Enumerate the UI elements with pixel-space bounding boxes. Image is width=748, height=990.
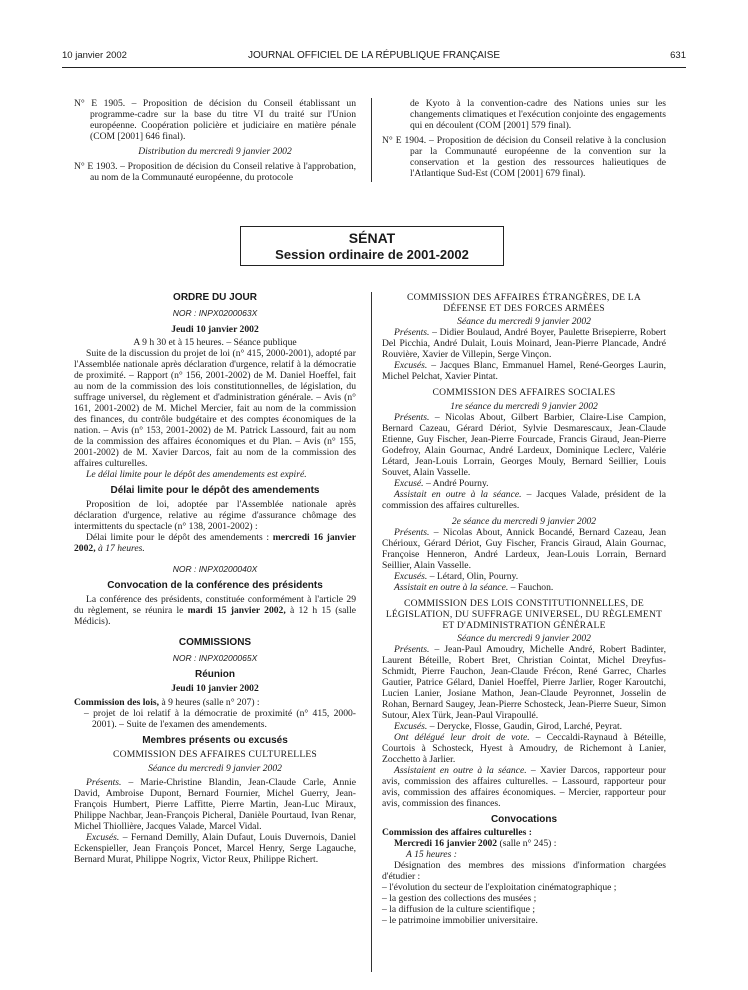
clc-heading: COMMISSION DES LOIS CONSTITUTIONNELLES, DE LÉGISLATION, DU SUFFRAGE UNIVERSEL, DU RÈGLEMENT ET D'ADMINISTRATION GÉNÉRALE <box>385 598 663 631</box>
list-item: – la diffusion de la culture scientifique ; <box>382 904 536 915</box>
item-e1905: N° E 1905. – Proposition de décision du Conseil établissant un programme-cadre sur la base du titre VI du traité sur l'Union européenne. Coopération policière et judiciaire en matière pénale (COM [2001] 646 final). <box>74 98 356 142</box>
cas-s1-presents: Présents. – Nicolas About, Gilbert Barbier, Claire-Lise Campion, Bernard Cazeau, Gérard Dériot, Sylvie Desmarescaux, Jean-Claude Etienne, Guy Fischer, Jean-Pierre Fourcade, Francis Giraud, Jean-Pierre Godefroy, Alain Gournac, André Lardeux, Dominique Leclerc, Valérie Létard, Jean-Louis Lorrain, Georges Mouly, Bernard Seillier, Louis Souvet, Alain Vasselle. <box>382 412 666 478</box>
cas-seance-1: 1re séance du mercredi 9 janvier 2002 <box>450 401 598 412</box>
cas-s2-presents: Présents. – Nicolas About, Annick Bocandé, Bernard Cazeau, Jean Chérioux, Gérard Dériot, Guy Fischer, Francis Giraud, Alain Gournac, Françoise Henneron, André Lardeux, Jean-Louis Lorrain, Bernard Seillier, Alain Vasselle. <box>382 527 666 571</box>
cac-presents: Présents. – Marie-Christine Blandin, Jean-Claude Carle, Annie David, Ambroise Dupont, Bernard Fournier, Michel Guerry, Jean-François Humbert, Pierre Laffitte, Pierre Martin, Jean-Luc Miraux, Philippe Nachbar, Jean-François Picheral, Danièle Pourtaud, Ivan Renar, Michel Thiollière, Jacques Valade, Marcel Vidal. <box>74 777 356 832</box>
cac-excuses: Excusés. – Fernand Demilly, Alain Dufaut, Louis Duvernois, Daniel Eckenspieller, Jean François Poncet, Marcel Henry, Serge Lagauche, Bernard Murat, Philippe Nogrix, Victor Reux, Philippe Richert. <box>74 832 356 865</box>
running-header <box>62 50 686 64</box>
clc-seance: Séance du mercredi 9 janvier 2002 <box>457 633 591 644</box>
membres-heading: Membres présents ou excusés <box>142 735 288 746</box>
cas-s1-excuse: Excusé. – André Pourny. <box>394 478 489 489</box>
cac-seance: Séance du mercredi 9 janvier 2002 <box>148 763 282 774</box>
page-number: 631 <box>670 50 686 61</box>
suite-discussion-text: Suite de la discussion du projet de loi (n° 415, 2000-2001), adopté par l'Assemblée nationale après déclaration d'urgence, relatif à la démocratie de proximité. – Rapport (n° 156, 2001-2002) de M. Daniel Hoeffel, fait au nom de la commission des lois constitutionnelles, de législation, du suffrage universel, du règlement et d'administration générale. – Avis (n° 161, 2001-2002) de M. Michel Mercier, fait au nom de la commission des finances, du contrôle budgétaire et des comptes économiques de la nation. – Avis (n° 153, 2001-2002) de M. Patrick Lassourd, fait au nom de la commission des affaires économiques et du Plan. – Avis (n° 155, 2001-2002) de M. Xavier Darcos, fait au nom de la commission des affaires culturelles. <box>74 348 356 469</box>
left-column <box>74 292 356 865</box>
nor-reference-2: NOR : INPX0200040X <box>172 564 258 574</box>
delai-limite-heading: Délai limite pour le dépôt des amendements <box>110 485 320 496</box>
commission-lois-line: Commission des lois, à 9 heures (salle n° 207) : <box>74 697 260 708</box>
nor-reference-1: NOR : INPX0200063X <box>172 308 258 318</box>
clc-excuses: Excusés. – Derycke, Flosse, Gaudin, Girod, Larché, Peyrat. <box>394 721 623 732</box>
item-e1903: N° E 1903. – Proposition de décision du Conseil relative à l'approbation, au nom de la Communauté européenne, du protocole <box>74 161 356 183</box>
cae-excuses: Excusés. – Jacques Blanc, Emmanuel Hamel, René-Georges Laurin, Michel Pelchat, Xavier Pintat. <box>382 360 666 382</box>
cac-convocation: Commission des affaires culturelles : <box>382 827 532 838</box>
list-item: – la gestion des collections des musées ; <box>382 893 537 904</box>
hour-line: A 15 heures : <box>406 849 457 860</box>
mercredi-line: Mercredi 16 janvier 2002 (salle n° 245) : <box>394 838 557 849</box>
commission-lois-item: – projet de loi relatif à la démocratie de proximité (n° 415, 2000-2001). – Suite de l'examen des amendements. <box>84 708 356 730</box>
ordre-du-jour-heading: ORDRE DU JOUR <box>173 292 257 303</box>
cas-s2-assist: Assistait en outre à la séance. – Fauchon. <box>394 582 554 593</box>
designation-text: Désignation des membres des missions d'information chargées d'étudier : <box>382 860 666 882</box>
item-e1904: N° E 1904. – Proposition de décision du Conseil relative à la conclusion par la Communauté européenne de la convention sur la conservation et la gestion des ressources halieutiques de l'Atlantique Sud-Est (COM [2001] 679 final). <box>382 135 666 179</box>
jeudi-heading-1: Jeudi 10 janvier 2002 <box>171 324 259 335</box>
designation-list <box>382 882 666 926</box>
top-right-column <box>382 98 666 179</box>
senat-title: SÉNAT <box>348 230 396 246</box>
header-title: JOURNAL OFFICIEL DE LA RÉPUBLIQUE FRANÇAISE <box>247 50 501 61</box>
column-divider-top <box>371 98 372 182</box>
seance-hours: A 9 h 30 et à 15 heures. – Séance publique <box>133 337 297 348</box>
cas-s1-assist: Assistait en outre à la séance. – Jacques Valade, président de la commission des affaires culturelles. <box>382 489 666 511</box>
delai-limite-text: Proposition de loi, adoptée par l'Assemblée nationale après déclaration d'urgence, relative au régime d'assurance chômage des intermittents du spectacle (n° 138, 2001-2002) : <box>74 499 356 532</box>
delai-expire-note: Le délai limite pour le dépôt des amendements est expiré. <box>86 469 307 480</box>
list-item: – l'évolution du secteur de l'exploitation cinématographique ; <box>382 882 617 893</box>
distribution-date: Distribution du mercredi 9 janvier 2002 <box>138 146 292 157</box>
list-item: – le patrimoine immobilier universitaire. <box>382 915 538 926</box>
cas-seance-2: 2e séance du mercredi 9 janvier 2002 <box>451 516 597 527</box>
convocations-heading: Convocations <box>490 814 558 825</box>
reunion-heading: Réunion <box>195 669 235 680</box>
convocation-text: La conférence des présidents, constituée conformément à l'article 29 du règlement, se réunira le mardi 15 janvier 2002, à 12 h 15 (salle Médicis). <box>74 594 356 627</box>
right-column <box>382 292 666 926</box>
commissions-heading: COMMISSIONS <box>178 637 252 648</box>
cae-heading: COMMISSION DES AFFAIRES ÉTRANGÈRES, DE LA DÉFENSE ET DES FORCES ARMÉES <box>406 292 642 314</box>
senat-title-box <box>240 226 504 266</box>
header-rule <box>62 67 686 68</box>
header-date: 10 janvier 2002 <box>62 50 127 61</box>
cae-seance: Séance du mercredi 9 janvier 2002 <box>457 316 591 327</box>
cas-heading: COMMISSION DES AFFAIRES SOCIALES <box>432 387 616 398</box>
top-left-column <box>74 98 356 183</box>
column-divider-main <box>371 292 372 972</box>
jeudi-heading-2: Jeudi 10 janvier 2002 <box>171 683 259 694</box>
session-title: Session ordinaire de 2001-2002 <box>275 247 469 262</box>
clc-presents: Présents. – Jean-Paul Amoudry, Michelle André, Robert Badinter, Laurent Béteille, Robert Bret, Christian Cointat, Michel Dreyfus-Schmidt, Pierre Fauchon, Jean-Claude Frécon, René Garrec, Charles Gautier, Patrice Gélard, Daniel Hoeffel, Pierre Jarlier, Roger Karoutchi, Lucien Lanier, Josiane Mathon, Jean-Claude Peyronnet, Josselin de Rohan, Bernard Saugey, Jean-Pierre Schosteck, Jean-Pierre Sueur, Simon Sutour, Alex Türk, Jean-Paul Virapoullé. <box>382 644 666 721</box>
item-e1903-cont: de Kyoto à la convention-cadre des Nations unies sur les changements climatiques et l'exécution conjointe des engagements qui en découlent (COM [2001] 579 final). <box>410 98 666 131</box>
delai-limite-date: Délai limite pour le dépôt des amendements : mercredi 16 janvier 2002, à 17 heures. <box>74 532 356 554</box>
cae-presents: Présents. – Didier Boulaud, André Boyer, Paulette Brisepierre, Robert Del Picchia, André Dulait, Louis Moinard, Jean-Pierre Plancade, André Rouvière, Xavier de Villepin, Serge Vinçon. <box>382 327 666 360</box>
cac-heading: COMMISSION DES AFFAIRES CULTURELLES <box>113 749 317 760</box>
clc-delegue: Ont délégué leur droit de vote. – Ceccaldi-Raynaud à Béteille, Courtois à Schosteck, Hyest à Amoudry, de Richemont à Lanier, Zocchetto à Jarlier. <box>382 732 667 765</box>
convocation-heading: Convocation de la conférence des présidents <box>107 580 323 591</box>
nor-reference-3: NOR : INPX0200065X <box>172 653 258 663</box>
cas-s2-excuses: Excusés. – Létard, Olin, Pourny. <box>394 571 519 582</box>
clc-assist: Assistaient en outre à la séance. – Xavier Darcos, rapporteur pour avis, commission des affaires culturelles. – Lassourd, rapporteur pour avis, commission des affaires économiques. – Mercier, rapporteur pour avis, commission des finances. <box>382 765 667 809</box>
